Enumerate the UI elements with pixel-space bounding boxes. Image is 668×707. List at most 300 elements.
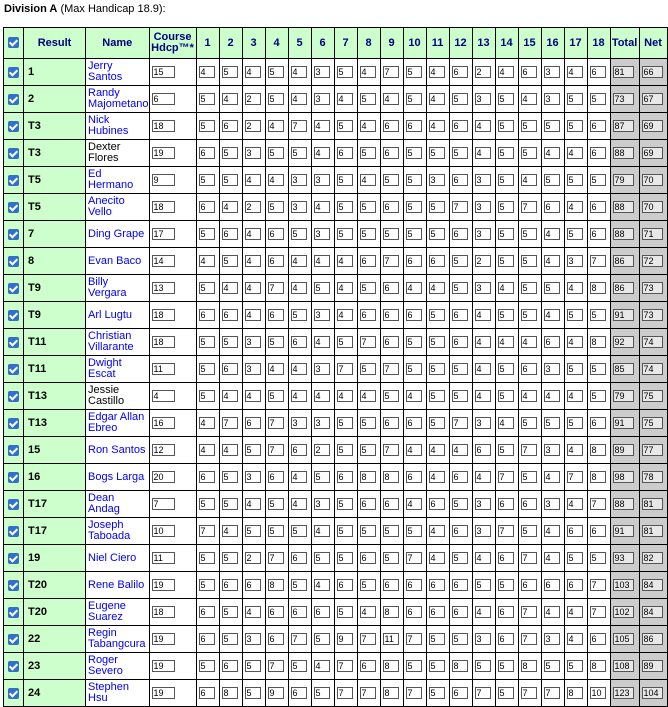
hole-7-score-input[interactable]: 5 [337,444,353,456]
hole-3-score-input[interactable]: 6 [245,417,261,429]
hole-14-score-input[interactable]: 5 [498,228,514,240]
player-name-link[interactable] [88,681,129,704]
hole-13-score-input[interactable]: 4 [475,363,491,375]
hole-12-score-input[interactable]: 5 [452,255,468,267]
hole-15-score-input[interactable]: 7 [521,552,537,564]
hole-15-score-input[interactable]: 5 [521,255,537,267]
row-checkbox-cell[interactable] [4,113,24,140]
hole-8-score-input[interactable]: 6 [360,498,376,510]
row-checkbox-cell[interactable] [4,599,24,626]
player-name-link[interactable] [88,168,133,191]
hole-18-score-input[interactable]: 7 [590,579,606,591]
row-checkbox-cell[interactable] [4,437,24,464]
hole-6-score-input[interactable]: 5 [314,552,330,564]
hole-14-score-input[interactable]: 6 [498,498,514,510]
hole-6-score-input[interactable]: 4 [314,336,330,348]
hole-16-score-input[interactable]: 6 [544,579,560,591]
hole-16-score-input[interactable]: 6 [544,201,560,213]
hole-10-score-input[interactable]: 5 [406,147,422,159]
hole-7-score-input[interactable]: 4 [337,390,353,402]
hole-18-score-input[interactable]: 6 [590,228,606,240]
hole-9-score-input[interactable]: 7 [383,363,399,375]
hole-17-score-input[interactable]: 5 [567,417,583,429]
hole-13-score-input[interactable]: 4 [475,552,491,564]
row-checkbox[interactable] [8,67,19,78]
hole-8-score-input[interactable]: 5 [360,282,376,294]
hole-3-score-input[interactable]: 6 [245,579,261,591]
row-checkbox-cell[interactable] [4,572,24,599]
hole-2-score-input[interactable]: 6 [222,309,238,321]
hole-3-score-input[interactable]: 2 [245,552,261,564]
hole-6-score-input[interactable]: 4 [314,390,330,402]
hole-7-score-input[interactable]: 4 [337,255,353,267]
hole-16-score-input[interactable]: 3 [544,633,560,645]
row-checkbox[interactable] [8,202,19,213]
course-hdcp-input[interactable]: 16 [152,417,175,429]
hole-15-score-input[interactable]: 8 [521,660,537,672]
hole-4-score-input[interactable]: 5 [268,201,284,213]
hole-8-score-input[interactable]: 5 [360,147,376,159]
hole-2-score-input[interactable]: 5 [222,336,238,348]
hole-3-score-input[interactable]: 4 [245,66,261,78]
hole-14-score-input[interactable]: 5 [498,687,514,699]
row-checkbox[interactable] [8,337,19,348]
hole-9-score-input[interactable]: 6 [383,309,399,321]
hole-2-score-input[interactable]: 5 [222,66,238,78]
hole-10-score-input[interactable]: 5 [406,336,422,348]
hole-1-score-input[interactable]: 5 [199,336,215,348]
hole-5-score-input[interactable]: 3 [291,174,307,186]
course-hdcp-input[interactable]: 19 [152,687,175,699]
hole-12-score-input[interactable]: 6 [452,525,468,537]
hole-17-score-input[interactable]: 5 [567,174,583,186]
hole-7-score-input[interactable]: 5 [337,525,353,537]
hole-3-score-input[interactable]: 5 [245,660,261,672]
hole-3-score-input[interactable]: 3 [245,363,261,375]
hole-18-score-input[interactable]: 8 [590,282,606,294]
hole-10-score-input[interactable]: 7 [406,633,422,645]
hole-9-score-input[interactable]: 6 [383,336,399,348]
hole-5-score-input[interactable]: 6 [291,687,307,699]
hole-17-score-input[interactable]: 4 [567,606,583,618]
hole-14-score-input[interactable]: 5 [498,579,514,591]
hole-11-score-input[interactable]: 4 [429,66,445,78]
hole-15-score-input[interactable]: 7 [521,687,537,699]
hole-18-score-input[interactable]: 5 [590,390,606,402]
hole-12-score-input[interactable]: 8 [452,660,468,672]
hole-15-score-input[interactable]: 7 [521,201,537,213]
hole-5-score-input[interactable]: 5 [291,525,307,537]
hole-17-score-input[interactable]: 4 [567,390,583,402]
hole-13-score-input[interactable]: 4 [475,336,491,348]
hole-12-score-input[interactable]: 5 [452,498,468,510]
hole-1-score-input[interactable]: 5 [199,552,215,564]
select-all-checkbox-cell[interactable] [4,28,24,59]
hole-10-score-input[interactable]: 5 [406,66,422,78]
hole-2-score-input[interactable]: 5 [222,255,238,267]
hole-6-score-input[interactable]: 5 [314,282,330,294]
hole-5-score-input[interactable]: 6 [291,552,307,564]
hole-16-score-input[interactable]: 4 [544,606,560,618]
row-checkbox-cell[interactable] [4,626,24,653]
hole-2-score-input[interactable]: 4 [222,93,238,105]
row-checkbox[interactable] [8,121,19,132]
hole-11-score-input[interactable]: 4 [429,471,445,483]
hole-15-score-input[interactable]: 5 [521,525,537,537]
course-hdcp-input[interactable]: 19 [152,660,175,672]
select-all-checkbox[interactable] [8,37,19,48]
player-name-link[interactable] [88,552,136,564]
hole-5-score-input[interactable]: 4 [291,498,307,510]
row-checkbox-cell[interactable] [4,248,24,275]
hole-12-score-input[interactable]: 6 [452,687,468,699]
row-checkbox[interactable] [8,445,19,456]
player-name-link[interactable] [88,60,122,83]
row-checkbox-cell[interactable] [4,518,24,545]
hole-10-score-input[interactable]: 6 [406,606,422,618]
hole-11-score-input[interactable]: 6 [429,255,445,267]
hole-8-score-input[interactable]: 7 [360,336,376,348]
hole-11-score-input[interactable]: 5 [429,147,445,159]
hole-9-score-input[interactable]: 6 [383,201,399,213]
hole-17-score-input[interactable]: 4 [567,633,583,645]
hole-11-score-input[interactable]: 5 [429,363,445,375]
hole-18-score-input[interactable]: 6 [590,120,606,132]
hole-2-score-input[interactable]: 5 [222,174,238,186]
hole-4-score-input[interactable]: 7 [268,444,284,456]
course-hdcp-input[interactable]: 18 [152,201,175,213]
hole-3-score-input[interactable]: 2 [245,120,261,132]
player-name-link[interactable] [88,330,134,353]
hole-9-score-input[interactable]: 6 [383,498,399,510]
row-checkbox-cell[interactable] [4,680,24,707]
hole-15-score-input[interactable]: 6 [521,363,537,375]
hole-5-score-input[interactable]: 5 [291,309,307,321]
hole-18-score-input[interactable]: 8 [590,471,606,483]
hole-17-score-input[interactable]: 5 [567,228,583,240]
hole-18-score-input[interactable]: 10 [590,687,606,699]
hole-7-score-input[interactable]: 7 [337,660,353,672]
hole-10-score-input[interactable]: 6 [406,471,422,483]
hole-14-score-input[interactable]: 6 [498,606,514,618]
hole-16-score-input[interactable]: 6 [544,336,560,348]
hole-15-score-input[interactable]: 5 [521,228,537,240]
row-checkbox-cell[interactable] [4,302,24,329]
hole-14-score-input[interactable]: 6 [498,633,514,645]
player-name-link[interactable] [88,195,125,218]
hole-4-score-input[interactable]: 5 [268,390,284,402]
hole-16-score-input[interactable]: 3 [544,498,560,510]
hole-6-score-input[interactable]: 5 [314,687,330,699]
hole-10-score-input[interactable]: 7 [406,552,422,564]
hole-13-score-input[interactable]: 4 [475,471,491,483]
hole-16-score-input[interactable]: 3 [544,66,560,78]
row-checkbox[interactable] [8,391,19,402]
hole-2-score-input[interactable]: 5 [222,633,238,645]
hole-9-score-input[interactable]: 7 [383,66,399,78]
hole-4-score-input[interactable]: 6 [268,228,284,240]
player-name-link[interactable] [88,579,144,591]
hole-2-score-input[interactable]: 7 [222,417,238,429]
hole-1-score-input[interactable]: 5 [199,174,215,186]
hole-3-score-input[interactable]: 3 [245,471,261,483]
hole-11-score-input[interactable]: 4 [429,93,445,105]
row-checkbox[interactable] [8,688,19,699]
player-name-link[interactable] [88,519,130,542]
hole-7-score-input[interactable]: 7 [337,687,353,699]
hole-10-score-input[interactable]: 4 [406,444,422,456]
hole-14-score-input[interactable]: 5 [498,120,514,132]
hole-9-score-input[interactable]: 8 [383,687,399,699]
hole-15-score-input[interactable]: 5 [521,120,537,132]
row-checkbox-cell[interactable] [4,221,24,248]
hole-6-score-input[interactable]: 6 [314,606,330,618]
row-checkbox-cell[interactable] [4,140,24,167]
row-checkbox-cell[interactable] [4,356,24,383]
hole-13-score-input[interactable]: 3 [475,633,491,645]
hole-13-score-input[interactable]: 3 [475,282,491,294]
hole-8-score-input[interactable]: 5 [360,417,376,429]
hole-16-score-input[interactable]: 4 [544,552,560,564]
row-checkbox[interactable] [8,553,19,564]
hole-17-score-input[interactable]: 5 [567,363,583,375]
hole-7-score-input[interactable]: 5 [337,228,353,240]
hole-5-score-input[interactable]: 5 [291,579,307,591]
hole-17-score-input[interactable]: 4 [567,66,583,78]
hole-1-score-input[interactable]: 7 [199,525,215,537]
hole-10-score-input[interactable]: 6 [406,417,422,429]
hole-17-score-input[interactable]: 6 [567,525,583,537]
hole-9-score-input[interactable]: 5 [383,228,399,240]
hole-6-score-input[interactable]: 4 [314,525,330,537]
hole-9-score-input[interactable]: 5 [383,174,399,186]
hole-16-score-input[interactable]: 4 [544,228,560,240]
hole-4-score-input[interactable]: 4 [268,363,284,375]
row-checkbox-cell[interactable] [4,86,24,113]
hole-6-score-input[interactable]: 3 [314,93,330,105]
hole-11-score-input[interactable]: 5 [429,336,445,348]
hole-1-score-input[interactable]: 5 [199,120,215,132]
hole-14-score-input[interactable]: 5 [498,309,514,321]
hole-18-score-input[interactable]: 7 [590,498,606,510]
hole-11-score-input[interactable]: 5 [429,417,445,429]
hole-8-score-input[interactable]: 4 [360,606,376,618]
hole-11-score-input[interactable]: 4 [429,525,445,537]
hole-6-score-input[interactable]: 3 [314,498,330,510]
hole-2-score-input[interactable]: 4 [222,444,238,456]
hole-7-score-input[interactable]: 5 [337,417,353,429]
hole-10-score-input[interactable]: 5 [406,93,422,105]
hole-13-score-input[interactable]: 3 [475,525,491,537]
hole-5-score-input[interactable]: 6 [291,444,307,456]
hole-5-score-input[interactable]: 7 [291,120,307,132]
hole-13-score-input[interactable]: 3 [475,201,491,213]
hole-12-score-input[interactable]: 5 [452,390,468,402]
hole-14-score-input[interactable]: 4 [498,336,514,348]
hole-2-score-input[interactable]: 6 [222,363,238,375]
hole-2-score-input[interactable]: 4 [222,525,238,537]
hole-18-score-input[interactable]: 6 [590,525,606,537]
hole-9-score-input[interactable]: 4 [383,93,399,105]
course-hdcp-input[interactable]: 18 [152,336,175,348]
hole-16-score-input[interactable]: 4 [544,525,560,537]
hole-9-score-input[interactable]: 6 [383,417,399,429]
hole-5-score-input[interactable]: 5 [291,228,307,240]
hole-4-score-input[interactable]: 7 [268,282,284,294]
hole-17-score-input[interactable]: 4 [567,498,583,510]
hole-17-score-input[interactable]: 5 [567,93,583,105]
hole-4-score-input[interactable]: 4 [268,174,284,186]
hole-13-score-input[interactable]: 3 [475,498,491,510]
hole-6-score-input[interactable]: 4 [314,660,330,672]
player-name-link[interactable] [88,276,127,299]
row-checkbox-cell[interactable] [4,59,24,86]
hole-12-score-input[interactable]: 7 [452,201,468,213]
row-checkbox[interactable] [8,94,19,105]
hole-4-score-input[interactable]: 5 [268,498,284,510]
hole-16-score-input[interactable]: 4 [544,255,560,267]
hole-18-score-input[interactable]: 5 [590,174,606,186]
hole-14-score-input[interactable]: 7 [498,525,514,537]
hole-11-score-input[interactable]: 5 [429,309,445,321]
hole-12-score-input[interactable]: 6 [452,66,468,78]
player-name-link[interactable] [88,87,149,110]
hole-16-score-input[interactable]: 3 [544,93,560,105]
hole-1-score-input[interactable]: 6 [199,633,215,645]
hole-17-score-input[interactable]: 4 [567,336,583,348]
hole-4-score-input[interactable]: 8 [268,579,284,591]
hole-6-score-input[interactable]: 4 [314,579,330,591]
hole-9-score-input[interactable]: 5 [383,525,399,537]
hole-1-score-input[interactable]: 6 [199,606,215,618]
hole-16-score-input[interactable]: 5 [544,120,560,132]
course-hdcp-input[interactable]: 18 [152,309,175,321]
hole-7-score-input[interactable]: 4 [337,282,353,294]
hole-16-score-input[interactable]: 3 [544,363,560,375]
hole-8-score-input[interactable]: 7 [360,633,376,645]
row-checkbox[interactable] [8,472,19,483]
hole-13-score-input[interactable]: 4 [475,606,491,618]
course-hdcp-input[interactable]: 17 [152,228,175,240]
row-checkbox-cell[interactable] [4,653,24,680]
hole-16-score-input[interactable]: 7 [544,687,560,699]
hole-13-score-input[interactable]: 5 [475,660,491,672]
hole-17-score-input[interactable]: 5 [567,120,583,132]
hole-4-score-input[interactable]: 7 [268,660,284,672]
hole-10-score-input[interactable]: 4 [406,498,422,510]
hole-9-score-input[interactable]: 8 [383,606,399,618]
hole-4-score-input[interactable]: 6 [268,471,284,483]
hole-13-score-input[interactable]: 3 [475,174,491,186]
course-hdcp-input[interactable]: 9 [152,174,175,186]
hole-6-score-input[interactable]: 4 [314,120,330,132]
hole-5-score-input[interactable]: 4 [291,93,307,105]
hole-6-score-input[interactable]: 4 [314,201,330,213]
hole-6-score-input[interactable]: 2 [314,444,330,456]
hole-5-score-input[interactable]: 5 [291,660,307,672]
hole-15-score-input[interactable]: 7 [521,444,537,456]
hole-9-score-input[interactable]: 8 [383,471,399,483]
hole-15-score-input[interactable]: 5 [521,471,537,483]
hole-8-score-input[interactable]: 4 [360,174,376,186]
hole-2-score-input[interactable]: 4 [222,201,238,213]
hole-1-score-input[interactable]: 6 [199,147,215,159]
hole-16-score-input[interactable]: 4 [544,471,560,483]
course-hdcp-input[interactable]: 6 [152,93,175,105]
hole-17-score-input[interactable]: 3 [567,255,583,267]
hole-11-score-input[interactable]: 5 [429,390,445,402]
hole-8-score-input[interactable]: 5 [360,444,376,456]
hole-1-score-input[interactable]: 4 [199,255,215,267]
player-name-link[interactable] [88,255,141,267]
hole-11-score-input[interactable]: 6 [429,606,445,618]
hole-1-score-input[interactable]: 6 [199,471,215,483]
hole-9-score-input[interactable]: 8 [383,660,399,672]
hole-4-score-input[interactable]: 5 [268,147,284,159]
hole-3-score-input[interactable]: 3 [245,147,261,159]
hole-4-score-input[interactable]: 6 [268,633,284,645]
hole-18-score-input[interactable]: 6 [590,417,606,429]
player-name-link[interactable] [88,357,122,380]
hole-9-score-input[interactable]: 5 [383,390,399,402]
hole-7-score-input[interactable]: 6 [337,471,353,483]
hole-12-score-input[interactable]: 5 [452,282,468,294]
hole-3-score-input[interactable]: 4 [245,390,261,402]
player-name-link[interactable] [88,228,144,240]
hole-2-score-input[interactable]: 8 [222,687,238,699]
hole-4-score-input[interactable]: 6 [268,309,284,321]
hole-1-score-input[interactable]: 5 [199,498,215,510]
hole-3-score-input[interactable]: 4 [245,309,261,321]
hole-17-score-input[interactable]: 4 [567,147,583,159]
hole-14-score-input[interactable]: 5 [498,201,514,213]
player-name-link[interactable] [88,309,132,321]
hole-15-score-input[interactable]: 6 [521,579,537,591]
hole-8-score-input[interactable]: 6 [360,309,376,321]
hole-1-score-input[interactable]: 5 [199,390,215,402]
hole-1-score-input[interactable]: 5 [199,660,215,672]
hole-5-score-input[interactable]: 4 [291,390,307,402]
hole-15-score-input[interactable]: 7 [521,633,537,645]
hole-11-score-input[interactable]: 6 [429,579,445,591]
hole-4-score-input[interactable]: 5 [268,93,284,105]
hole-13-score-input[interactable]: 3 [475,93,491,105]
hole-9-score-input[interactable]: 6 [383,147,399,159]
hole-10-score-input[interactable]: 5 [406,525,422,537]
hole-1-score-input[interactable]: 4 [199,444,215,456]
course-hdcp-input[interactable]: 18 [152,606,175,618]
hole-11-score-input[interactable]: 5 [429,201,445,213]
hole-6-score-input[interactable]: 5 [314,633,330,645]
row-checkbox[interactable] [8,499,19,510]
hole-7-score-input[interactable]: 9 [337,633,353,645]
hole-10-score-input[interactable]: 6 [406,579,422,591]
hole-7-score-input[interactable]: 7 [337,363,353,375]
hole-18-score-input[interactable]: 5 [590,363,606,375]
hole-10-score-input[interactable]: 5 [406,201,422,213]
hole-12-score-input[interactable]: 5 [452,363,468,375]
row-checkbox[interactable] [8,310,19,321]
hole-14-score-input[interactable]: 4 [498,66,514,78]
hole-5-score-input[interactable]: 4 [291,363,307,375]
hole-17-score-input[interactable]: 4 [567,201,583,213]
hole-5-score-input[interactable]: 4 [291,471,307,483]
hole-7-score-input[interactable]: 4 [337,93,353,105]
hole-6-score-input[interactable]: 3 [314,363,330,375]
hole-17-score-input[interactable]: 4 [567,444,583,456]
hole-3-score-input[interactable]: 4 [245,606,261,618]
hole-15-score-input[interactable]: 5 [521,282,537,294]
